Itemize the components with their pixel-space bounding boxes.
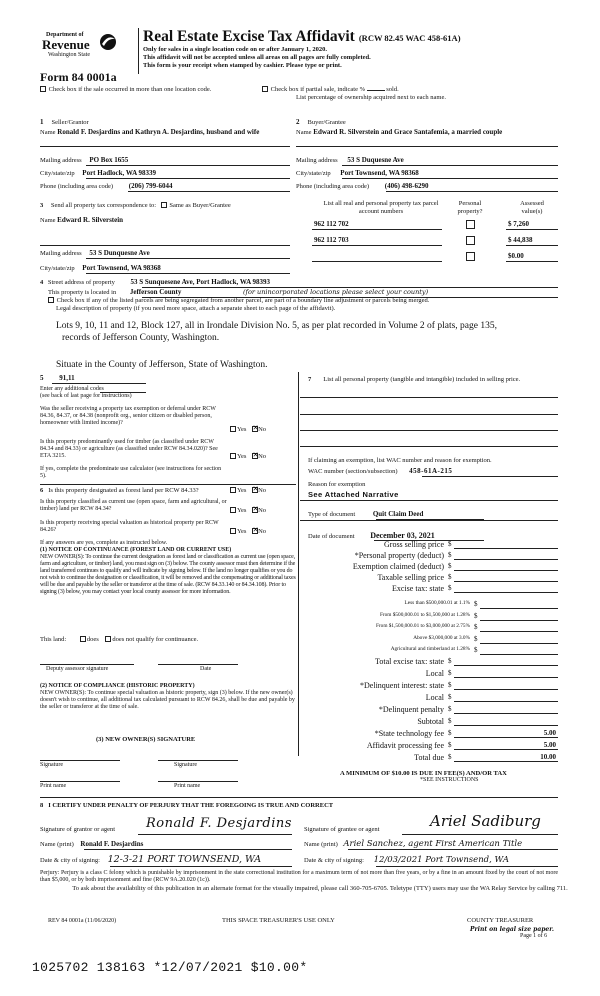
form-number: Form 84 0001a <box>40 70 117 84</box>
assessed-value[interactable]: $ 7,260 <box>508 220 529 228</box>
tax-line-label: Local <box>425 693 444 702</box>
tax-line-value[interactable]: 5.00 <box>543 729 556 737</box>
s5-q1-answer[interactable]: Yes ✕ No <box>230 426 266 434</box>
tax-line-value[interactable]: 5.00 <box>543 741 556 749</box>
dollar-sign: $ <box>474 646 478 654</box>
deputy-signature-label: Deputy assessor signature <box>46 666 109 672</box>
section3-name[interactable]: Edward R. Silverstein <box>57 216 124 224</box>
partial-sale-checkbox[interactable] <box>262 86 268 92</box>
tax-line-label: Total excise tax: state <box>375 657 444 666</box>
tax-line-label: Exemption claimed (deduct) <box>352 562 444 571</box>
tax-line-label: Subtotal <box>417 717 444 726</box>
no-checkbox[interactable] <box>252 426 258 432</box>
dollar-sign: $ <box>448 705 452 713</box>
s6-q1: 6 Is this property designated as forest land per RCW 84.33? <box>40 487 199 494</box>
section3-mailing[interactable]: 53 S Dunquesne Ave <box>89 249 150 257</box>
dollar-sign: $ <box>448 540 452 548</box>
parcel-number[interactable]: 962 112 703 <box>314 236 349 244</box>
revenue-swoosh-icon <box>98 32 118 52</box>
signature-label: Signature <box>40 762 63 768</box>
assessed-col-header: Assessed value(s) <box>520 200 544 215</box>
dollar-sign: $ <box>448 551 452 559</box>
partial-sale-check[interactable]: Check box if partial sale, indicate % sold. <box>262 86 399 94</box>
tax-line-label: Total due <box>414 753 444 762</box>
does-checkbox[interactable] <box>80 636 86 642</box>
s5-q1: Was the seller receiving a property tax exemption or deferral under RCW 84.36, 84.37, or 84.38 (nonprofit org., senior citizen or disabled person, homeowner with limited income)? <box>40 406 216 426</box>
situate-line[interactable]: Situate in the County of Jefferson, State of Washington. <box>56 360 268 370</box>
buyer-name[interactable]: Edward R. Silverstein and Grace Santafemia, a married couple <box>313 128 503 136</box>
s6-q3-answer[interactable]: Yes ✕ No <box>230 528 266 536</box>
name-grantor-row: Name (print) Ronald F. Desjardins <box>40 840 144 848</box>
tax-line-label: Less than $500,000.01 at 1.1% <box>404 600 470 606</box>
personal-property-checkbox[interactable] <box>466 220 475 229</box>
s6-q3: Is this property receiving special valuation as historical property per RCW 84.26? <box>40 520 219 533</box>
name-grantee-row: Name (print) Ariel Sanchez, agent First American Title <box>304 839 523 849</box>
assessed-value[interactable]: $ 44,838 <box>508 236 533 244</box>
property-street[interactable]: 53 S Sunquesene Ave, Port Hadlock, WA 98393 <box>130 278 271 286</box>
dollar-sign: $ <box>448 717 452 725</box>
dollar-sign: $ <box>448 753 452 761</box>
seller-phone-row: Phone (including area code) (206) 799-6044 <box>40 182 173 190</box>
dollar-sign: $ <box>448 681 452 689</box>
yes-checkbox[interactable] <box>230 426 236 432</box>
no-checkbox[interactable] <box>252 487 258 493</box>
yes-checkbox[interactable] <box>230 528 236 534</box>
dollar-sign: $ <box>448 669 452 677</box>
legal-description[interactable]: Lots 9, 10, 11 and 12, Block 127, all in Irondale Division No. 5, as per plat recorded in Volume 2 of plats, page 135, records of Jefferson County, Washington. <box>56 321 497 343</box>
legal-paper-note: Print on legal size paper. <box>470 926 554 933</box>
print-name-label: Print name <box>174 783 201 789</box>
dollar-sign: $ <box>448 562 452 570</box>
tax-line-label: Above $3,000,000 at 3.0% <box>413 634 470 641</box>
certify-line: 8 I CERTIFY UNDER PENALTY OF PERJURY THAT THE FOREGOING IS TRUE AND CORRECT <box>40 802 334 809</box>
reason-label: Reason for exemption <box>308 481 366 488</box>
segregated-checkbox[interactable] <box>48 297 54 303</box>
tax-line-label: From $500,000.01 to $1,500,000 at 1.28% <box>379 611 470 618</box>
dollar-sign: $ <box>448 584 452 592</box>
section3-mailing-row: Mailing address 53 S Dunquesne Ave <box>40 249 150 257</box>
seller-heading: 1 Seller/Grantor <box>40 118 89 126</box>
grantee-signature[interactable]: Ariel Sadiburg <box>430 812 541 830</box>
doc-type[interactable]: Quit Claim Deed <box>372 510 424 518</box>
dollar-sign: $ <box>448 741 452 749</box>
doc-date[interactable]: December 03, 2021 <box>370 531 435 540</box>
seller-name[interactable]: Ronald F. Desjardins and Kathryn A. Desjardins, husband and wife <box>57 128 260 136</box>
tax-line-label: *Personal property (deduct) <box>354 551 444 560</box>
tax-line-label: From $1,500,000.01 to $3,000,000 at 2.75% <box>375 623 470 629</box>
grantor-signature[interactable]: Ronald F. Desjardins <box>146 816 292 831</box>
dept-line3: Washington State <box>48 52 91 58</box>
doc-type-row: Type of document Quit Claim Deed <box>308 510 424 518</box>
personal-property-checkbox[interactable] <box>466 252 475 261</box>
see-instructions: *SEE INSTRUCTIONS <box>420 777 479 783</box>
date-grantee-row: Date & city of signing: 12/03/2021 Port Townsend, WA <box>304 855 509 865</box>
section3-city[interactable]: Port Townsend, WA 98368 <box>82 264 161 272</box>
seller-mailing-row: Mailing address PO Box 1655 <box>40 156 129 164</box>
dept-line2: Revenue <box>42 37 90 52</box>
exemption-label: If claiming an exemption, list WAC number and reason for exemption. <box>308 457 492 464</box>
dollar-sign: $ <box>474 611 478 620</box>
dollar-sign: $ <box>448 693 452 701</box>
segregated-row[interactable]: Check box if any of the listed parcels are being segregated from another parcel, are part of a boundary line adjustment or parcels being merged. <box>48 297 429 305</box>
street-row: 4 Street address of property 53 S Sunquesene Ave, Port Hadlock, WA 98393 <box>40 278 271 286</box>
tax-line-label: Taxable selling price <box>377 573 444 582</box>
tax-line-label: *Delinquent interest: state <box>360 681 444 690</box>
yes-checkbox[interactable] <box>230 487 236 493</box>
no-checkbox[interactable] <box>252 453 258 459</box>
tax-line-label: *State technology fee <box>374 729 444 738</box>
buyer-mailing[interactable]: 53 S Duquesne Ave <box>347 156 404 164</box>
dollar-sign: $ <box>448 657 452 665</box>
grantor-print-name[interactable]: Ronald F. Desjardins <box>80 840 144 848</box>
seller-city-row: City/state/zip Port Hadlock, WA 98339 <box>40 169 157 177</box>
seller-mailing[interactable]: PO Box 1655 <box>89 156 129 164</box>
dollar-sign: $ <box>474 634 478 643</box>
s5-q2-answer[interactable]: Yes ✕ No <box>230 453 266 461</box>
section3-name-row: Name Edward R. Silverstein <box>40 216 124 224</box>
new-owner-signature: (3) NEW OWNER(S) SIGNATURE <box>96 736 196 743</box>
dollar-sign: $ <box>474 623 478 631</box>
same-as-buyer-checkbox[interactable] <box>161 202 167 208</box>
dollar-sign: $ <box>448 729 452 737</box>
buyer-phone[interactable]: (406) 498-6290 <box>384 182 429 190</box>
header-note3: This form is your receipt when stamped by cashier. Please type or print. <box>143 62 342 69</box>
buyer-name-row: Name Edward R. Silverstein and Grace Santafemia, a married couple <box>296 128 503 136</box>
minimum-due: A MINIMUM OF $10.00 IS DUE IN FEE(S) AND/OR TAX <box>340 770 507 777</box>
s5-q2: Is this property predominantly used for timber (as classified under RCW 84.34 and 84.33) or agriculture (as classified under RCW 84.34.020)? See ETA 3215. <box>40 439 218 459</box>
form-title: Real Estate Excise Tax Affidavit (RCW 82.45 WAC 458-61A) <box>143 28 461 45</box>
tax-line-label: Affidavit processing fee <box>366 741 444 750</box>
tax-line-label: Excise tax: state <box>392 584 444 593</box>
dept-line1: Department of <box>46 32 84 38</box>
more-location-check[interactable]: Check box if the sale occurred in more than one location code. <box>40 86 211 94</box>
sig-grantee-label: Signature of grantee or agent <box>304 826 380 833</box>
buyer-mailing-row: Mailing address 53 S Duquesne Ave <box>296 156 404 164</box>
grantee-print-name[interactable]: Ariel Sanchez, agent First American Title <box>343 839 523 849</box>
section3-city-row: City/state/zip Port Townsend, WA 98368 <box>40 264 161 272</box>
yes-checkbox[interactable] <box>230 453 236 459</box>
county-treasurer: COUNTY TREASURER <box>467 917 534 924</box>
deputy-date-label: Date <box>200 666 212 672</box>
s6-q1-answer[interactable]: Yes ✕ No <box>230 487 266 495</box>
buyer-phone-row: Phone (including area code) (406) 498-6290 <box>296 182 429 190</box>
grantee-date-city[interactable]: 12/03/2021 Port Townsend, WA <box>373 855 509 865</box>
assessed-value[interactable]: $0.00 <box>508 252 524 260</box>
personal-col-header: Personal property? <box>457 200 483 215</box>
header-note2: This affidavit will not be accepted unless all areas on all pages are fully completed. <box>143 54 371 61</box>
codes-note: (see back of last page for instructions) <box>40 393 132 399</box>
located-row: This property is located in Jefferson County (for unincorporated locations please select your county) <box>48 288 429 296</box>
buyer-city[interactable]: Port Townsend, WA 98368 <box>340 169 419 177</box>
personal-property-checkbox[interactable] <box>466 236 475 245</box>
tax-line-label: Agricultural and timberland at 1.28% <box>390 646 470 652</box>
sig-grantor-label: Signature of grantor or agent <box>40 826 116 833</box>
seller-name-row: Name Ronald F. Desjardins and Kathryn A. Desjardins, husband and wife <box>40 128 260 136</box>
print-name-label: Print name <box>40 783 67 789</box>
doc-date-row: Date of document December 03, 2021 <box>308 531 435 540</box>
ownership-note: List percentage of ownership acquired next to each name. <box>296 94 446 101</box>
section7-label: 7 List all personal property (tangible and intangible) included in selling price. <box>308 376 521 383</box>
buyer-city-row: City/state/zip Port Townsend, WA 98368 <box>296 169 419 177</box>
tax-line-label: *Delinquent penalty <box>378 705 444 714</box>
section3-label: 3 Send all property tax correspondence to: Same as Buyer/Grantee <box>40 202 231 209</box>
parcel-number[interactable]: 962 112 702 <box>314 220 349 228</box>
alt-format-notice: To ask about the availability of this publication in an alternate format for the visually impaired, please call 360-705-6705. Teletype (TTY) users may use the WA Relay Service by calling 711. <box>72 885 568 892</box>
page-number: Page 1 of 6 <box>520 933 548 939</box>
this-land-row: This land: does does not qualify for continuance. <box>40 636 199 643</box>
tax-line-label: Local <box>425 669 444 678</box>
exemption-reason[interactable]: See Attached Narrative <box>308 490 399 499</box>
legal-label: Legal description of property (if you need more space, attach a separate sheet to each page of the affidavit). <box>56 305 336 312</box>
yes-checkbox[interactable] <box>230 507 236 513</box>
seller-phone[interactable]: (206) 799-6044 <box>128 182 173 190</box>
buyer-heading: 2 Buyer/Grantee <box>296 118 346 126</box>
no-checkbox[interactable] <box>252 528 258 534</box>
tax-line-label: Gross selling price <box>384 540 444 549</box>
date-grantor-row: Date & city of signing: 12-3-21 PORT TOWNSEND, WA <box>40 854 262 865</box>
no-checkbox[interactable] <box>252 507 258 513</box>
location-code[interactable]: 91,11 <box>59 374 75 382</box>
s6-q2: Is this property classified as current use (open space, farm and agricultural, or timber) land per RCW 84.34? <box>40 499 227 512</box>
revenue-logo <box>40 30 122 66</box>
notice2-body: NEW OWNER(S): To continue special valuation as historic property, sign (3) below. If the new owner(s) doesn't wish to continue, all additional tax calculated pursuant to RCW 84.26, shall be due and payable by the seller or transferor at the time of sale. <box>40 690 295 710</box>
s6-q4: If any answers are yes, complete as instructed below. <box>40 540 168 546</box>
wac-number[interactable]: 458-61A-215 <box>409 467 453 475</box>
signature-label: Signature <box>174 762 197 768</box>
s6-q2-answer[interactable]: Yes ✕ No <box>230 507 266 515</box>
notice2-title: (2) NOTICE OF COMPLIANCE (HISTORIC PROPERTY) <box>40 683 195 689</box>
perjury-notice: Perjury: Perjury is a class C felony which is punishable by imprisonment in the state correctional institution for a maximum term of not more than five years, or by a fine in an amount fixed by the court of not more than $5,000, or by both imprisonment and fine (RCW 9A.20.020 (1c)). <box>40 870 558 883</box>
tax-line-value[interactable]: 10.00 <box>540 753 556 761</box>
notice1-body: NEW OWNER(S): To continue the current designation as forest land or classification as current use (open space, farm and agriculture, or timber) land, you must sign on (3) below. The county assessor must then determine if the land transferred continues to qualify and will indicate by signing below. If the land no longer qualifies or you do not wish to continue the designation or classification, it will be removed and the compensating or additional taxes will be due and payable by the seller or transferor at the time of sale. (RCW 84.33.140 or 84.34.108). Prior to signing (3) below, you may contact your local county assessor for more information. <box>40 554 296 595</box>
parcel-col-header: List all real and personal property tax parcel account numbers <box>323 200 439 215</box>
property-county[interactable]: Jefferson County <box>129 288 182 296</box>
cashier-stamp: 1025702 138163 *12/07/2021 $10.00* <box>32 960 308 975</box>
notice1-title: (1) NOTICE OF CONTINUANCE (FOREST LAND OR CURRENT USE) <box>40 547 232 553</box>
dollar-sign: $ <box>474 600 478 608</box>
seller-city[interactable]: Port Hadlock, WA 98339 <box>82 169 157 177</box>
does-not-checkbox[interactable] <box>105 636 111 642</box>
header-note1: Only for sales in a single location code on or after January 1, 2020. <box>143 46 327 53</box>
s5-q3: If yes, complete the predominate use calculator (see instructions for section 5). <box>40 466 222 479</box>
more-location-checkbox[interactable] <box>40 86 46 92</box>
treasurer-only: THIS SPACE TREASURER'S USE ONLY <box>222 917 335 924</box>
rev-number: REV 84 0001a (11/06/2020) <box>48 918 117 924</box>
grantor-date-city[interactable]: 12-3-21 PORT TOWNSEND, WA <box>107 854 262 865</box>
dollar-sign: $ <box>448 573 452 581</box>
wac-row: WAC number (section/subsection) 458-61A-215 <box>308 467 453 475</box>
section5-code-row: 5 91,11 <box>40 374 75 382</box>
additional-codes-label: Enter any additional codes <box>40 386 104 392</box>
